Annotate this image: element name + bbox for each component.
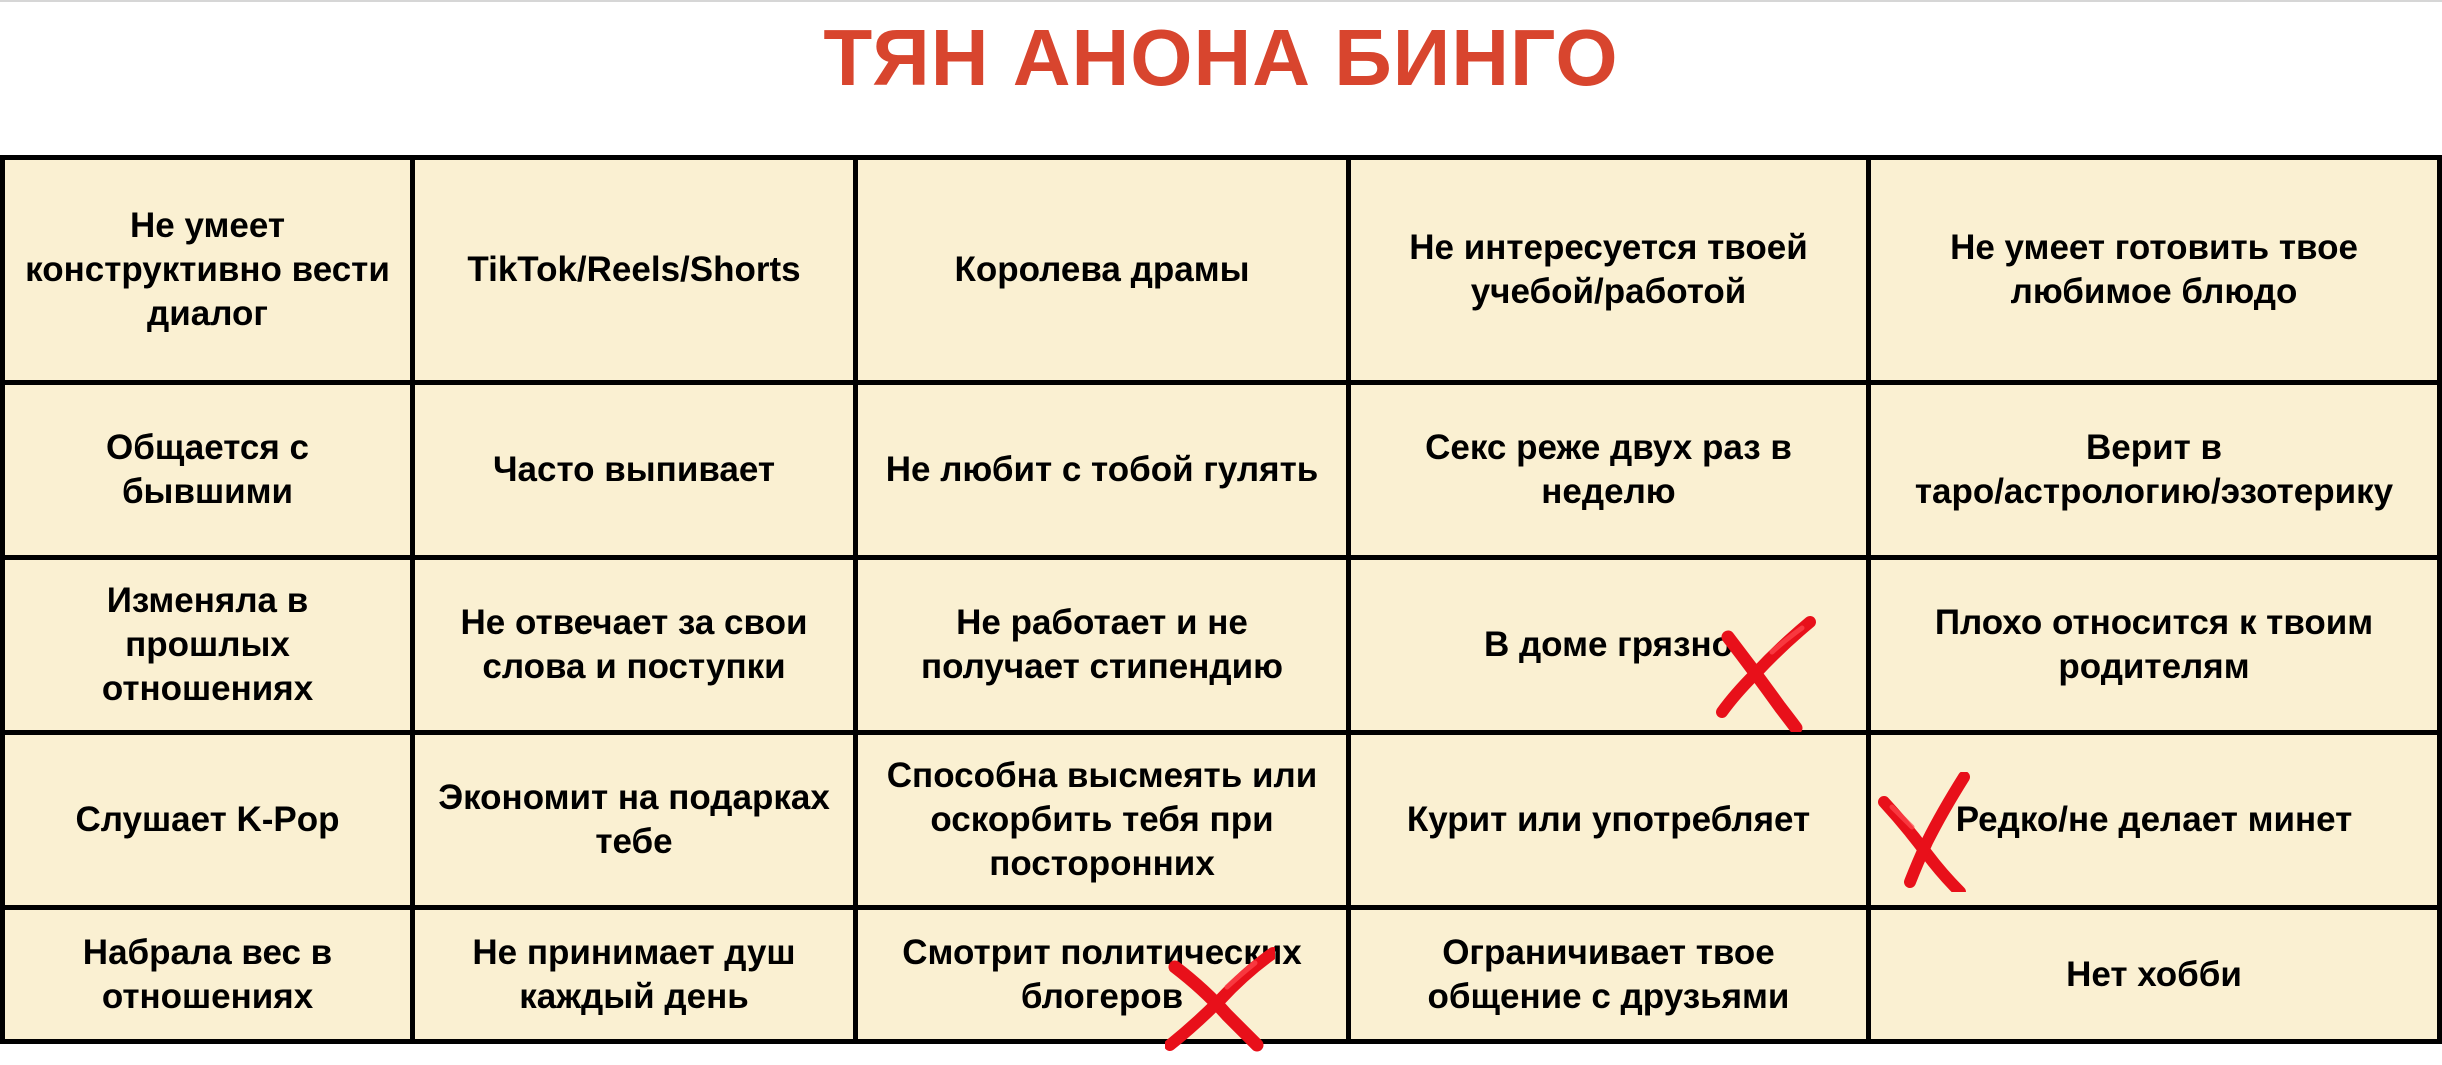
- bingo-cell-r4c2[interactable]: [858, 910, 1351, 1044]
- bingo-cell-r0c0[interactable]: [5, 160, 415, 385]
- bingo-cell-r0c1[interactable]: [415, 160, 858, 385]
- bingo-cell-label: Королева драмы: [954, 250, 1250, 289]
- bingo-cell-r4c3[interactable]: [1351, 910, 1871, 1044]
- bingo-cell-r0c2[interactable]: [858, 160, 1351, 385]
- bingo-cell-r3c3[interactable]: [1351, 735, 1871, 910]
- bingo-cell-label: Верит в таро/астрологию/эзотерику: [1914, 428, 2394, 511]
- bingo-cell-r4c0[interactable]: [5, 910, 415, 1044]
- bingo-cell-label: Секс реже двух раз в неделю: [1425, 428, 1792, 511]
- bingo-cell-r1c0[interactable]: [5, 385, 415, 560]
- top-border-line: [0, 0, 2442, 2]
- bingo-cell-label: Экономит на подарках тебе: [438, 778, 830, 861]
- bingo-cell-r1c2[interactable]: [858, 385, 1351, 560]
- bingo-cell-r4c1[interactable]: [415, 910, 858, 1044]
- bingo-cell-label: Не любит с тобой гулять: [885, 450, 1319, 489]
- bingo-cell-r2c1[interactable]: [415, 560, 858, 735]
- bingo-cell-label: Слушает K-Pop: [75, 800, 340, 839]
- bingo-cell-label: Курит или употребляет: [1406, 800, 1811, 839]
- bingo-cell-r1c1[interactable]: [415, 385, 858, 560]
- bingo-cell-r2c3[interactable]: [1351, 560, 1871, 735]
- page-title: ТЯН АНОНА БИНГО: [823, 13, 1619, 102]
- bingo-cell-r4c4[interactable]: [1871, 910, 2442, 1044]
- bingo-cell-label: Не интересуется твоей учебой/работой: [1409, 228, 1808, 311]
- bingo-cell-label: Не принимает душ каждый день: [472, 932, 796, 1016]
- bingo-cell-label: Смотрит политических блогеров: [902, 932, 1302, 1016]
- bingo-cell-label: Часто выпивает: [492, 450, 776, 489]
- bingo-cell-label: Набрала вес в отношениях: [82, 932, 333, 1016]
- bingo-cell-r1c4[interactable]: [1871, 385, 2442, 560]
- bingo-cell-label: Плохо относится к твоим родителям: [1934, 603, 2374, 686]
- bingo-cell-label: Общается с бывшими: [105, 428, 310, 511]
- bingo-cell-r3c1[interactable]: [415, 735, 858, 910]
- bingo-cell-label: TikTok/Reels/Shorts: [467, 250, 801, 289]
- bingo-grid: [0, 155, 2442, 1044]
- bingo-cell-r3c2[interactable]: [858, 735, 1351, 910]
- bingo-cell-r3c4[interactable]: [1871, 735, 2442, 910]
- bingo-cell-label: Не умеет готовить твое любимое блюдо: [1950, 228, 2358, 311]
- bingo-cell-r3c0[interactable]: [5, 735, 415, 910]
- bingo-cell-label: Изменяла в прошлых отношениях: [101, 581, 314, 708]
- bingo-cell-r2c0[interactable]: [5, 560, 415, 735]
- bingo-cell-r0c3[interactable]: [1351, 160, 1871, 385]
- bingo-cell-label: Способна высмеять или оскорбить тебя при посторонних: [886, 756, 1318, 883]
- bingo-cell-label: В доме грязно: [1483, 625, 1734, 664]
- bingo-cell-label: Не умеет конструктивно вести диалог: [25, 206, 390, 333]
- bingo-cell-r0c4[interactable]: [1871, 160, 2442, 385]
- bingo-cell-r1c3[interactable]: [1351, 385, 1871, 560]
- bingo-cell-label: Редко/не делает минет: [1955, 800, 2353, 839]
- bingo-cell-label: Не отвечает за свои слова и поступки: [460, 603, 808, 686]
- bingo-cell-label: Нет хобби: [2066, 954, 2242, 994]
- bingo-cell-r2c4[interactable]: [1871, 560, 2442, 735]
- bingo-cell-label: Ограничивает твое общение с друзьями: [1427, 932, 1790, 1016]
- bingo-cell-label: Не работает и не получает стипендию: [920, 603, 1284, 686]
- bingo-cell-r2c2[interactable]: [858, 560, 1351, 735]
